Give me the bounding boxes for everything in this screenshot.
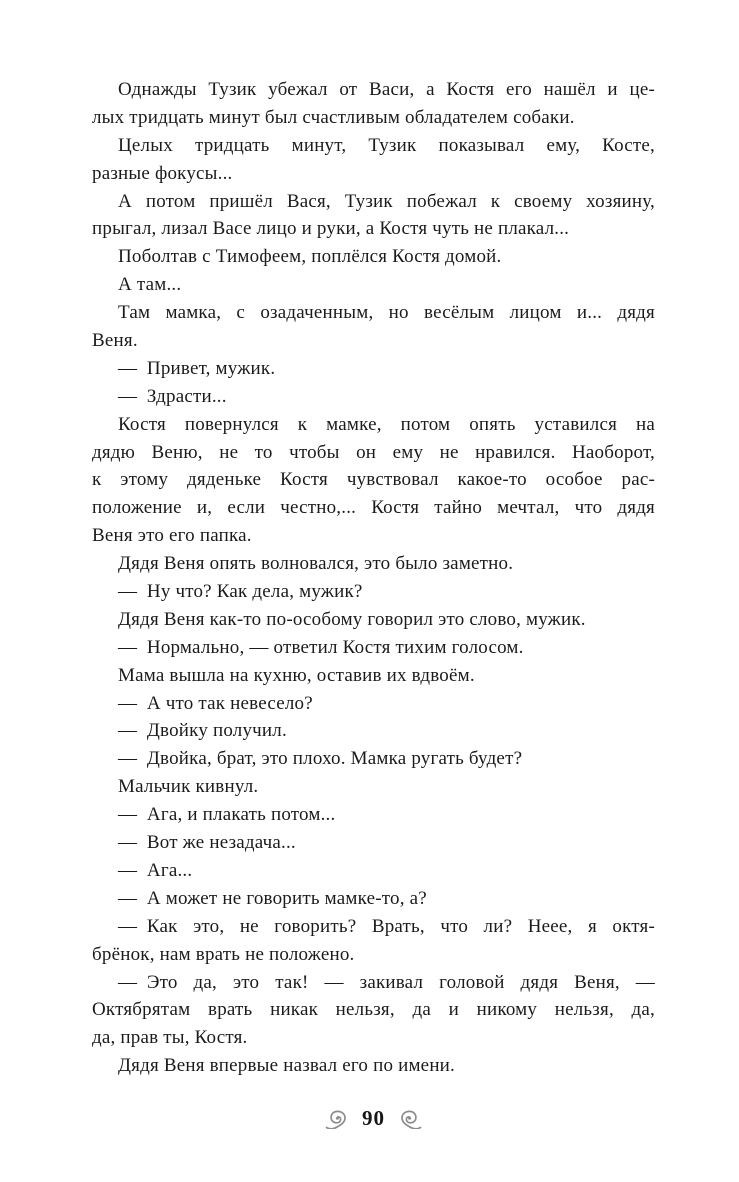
text-line: Дядя Веня как-то по-особому говорил это слово, мужик.: [118, 608, 586, 630]
text-line: Костя повернулся к мамке, потом опять уставился на: [118, 413, 655, 435]
text-line: — Привет, мужик.: [118, 357, 276, 379]
text-line: Поболтав с Тимофеем, поплёлся Костя домой.: [118, 246, 502, 268]
text-line: — А что так невесело?: [118, 692, 313, 714]
paragraph: [92, 550, 655, 578]
paragraph: [92, 243, 655, 271]
text-line: — Ага, и плакать потом...: [118, 804, 336, 826]
text-line: А потом пришёл Вася, Тузик побежал к своему хозяину,: [118, 190, 655, 212]
text-line: — Ну что? Как дела, мужик?: [118, 581, 363, 603]
paragraph: [92, 634, 655, 662]
text-line: прыгал, лизал Васе лицо и руки, а Костя чуть не плакал...: [92, 218, 570, 240]
text-line: — Нормально, — ответил Костя тихим голосом.: [118, 636, 524, 658]
text-line: Мама вышла на кухню, оставив их вдвоём.: [118, 664, 475, 686]
text-line: брёнок, нам врать не положено.: [92, 943, 355, 965]
page-number: 90: [362, 1105, 385, 1130]
text-line: — Двойку получил.: [118, 720, 287, 742]
text-line: Веня это его папка.: [92, 525, 252, 547]
text-line: — Здрасти...: [118, 385, 227, 407]
paragraph: [92, 606, 655, 634]
paragraph: [92, 1052, 655, 1080]
text-line: положение и, если честно,... Костя тайно мечтал, что дядя: [92, 497, 655, 519]
paragraph: [92, 885, 655, 913]
text-line: — Как это, не говорить? Врать, что ли? Неее, я октя-: [118, 915, 655, 937]
text-line: разные фокусы...: [92, 162, 233, 184]
paragraph: [92, 355, 655, 383]
text-line: — Это да, это так! — закивал головой дядя Веня, —: [118, 971, 655, 993]
paragraph: [92, 773, 655, 801]
text-line: да, прав ты, Костя.: [92, 1027, 248, 1049]
paragraph: [92, 745, 655, 773]
text-line: дядю Веню, не то чтобы он ему не нравился. Наоборот,: [92, 441, 655, 463]
text-line: Мальчик кивнул.: [118, 776, 259, 798]
text-line: — А может не говорить мамке-то, а?: [118, 887, 427, 909]
paragraph: [92, 913, 655, 969]
text-line: А там...: [118, 274, 182, 296]
text-line: Однажды Тузик убежал от Васи, а Костя его нашёл и це-: [118, 79, 655, 100]
text-line: Дядя Веня впервые назвал его по имени.: [118, 1055, 456, 1077]
paragraph: [92, 857, 655, 885]
text-line: Дядя Веня опять волновался, это было заметно.: [118, 553, 514, 575]
text-line: — Двойка, брат, это плохо. Мамка ругать будет?: [118, 748, 523, 770]
text-line: лых тридцать минут был счастливым обладателем собаки.: [92, 106, 575, 128]
paragraph: [92, 801, 655, 829]
swirl-ornament-right-icon: [398, 1109, 422, 1129]
paragraph: [92, 717, 655, 745]
paragraph: [92, 690, 655, 718]
text-line: Целых тридцать минут, Тузик показывал ему, Косте,: [118, 134, 655, 156]
text-line: Октябрятам врать никак нельзя, да и никому нельзя, да,: [92, 999, 655, 1021]
text-line: — Вот же незадача...: [118, 832, 296, 854]
paragraph: [92, 969, 655, 1053]
paragraph: [92, 383, 655, 411]
text-line: — Ага...: [118, 859, 193, 881]
text-line: Там мамка, с озадаченным, но весёлым лицом и... дядя: [118, 302, 655, 324]
page-footer: [92, 1104, 655, 1134]
paragraph: [92, 132, 655, 188]
swirl-ornament-left-icon: [325, 1109, 349, 1129]
paragraph: [92, 662, 655, 690]
paragraph: [92, 578, 655, 606]
text-block: [92, 76, 655, 1080]
paragraph: [92, 188, 655, 244]
paragraph: [92, 299, 655, 355]
paragraph: [92, 829, 655, 857]
paragraph: [92, 271, 655, 299]
paragraph: [92, 76, 655, 132]
text-line: Веня.: [92, 330, 138, 352]
text-line: к этому дяденьке Костя чувствовал какое-то особое рас-: [92, 469, 655, 491]
paragraph: [92, 411, 655, 550]
